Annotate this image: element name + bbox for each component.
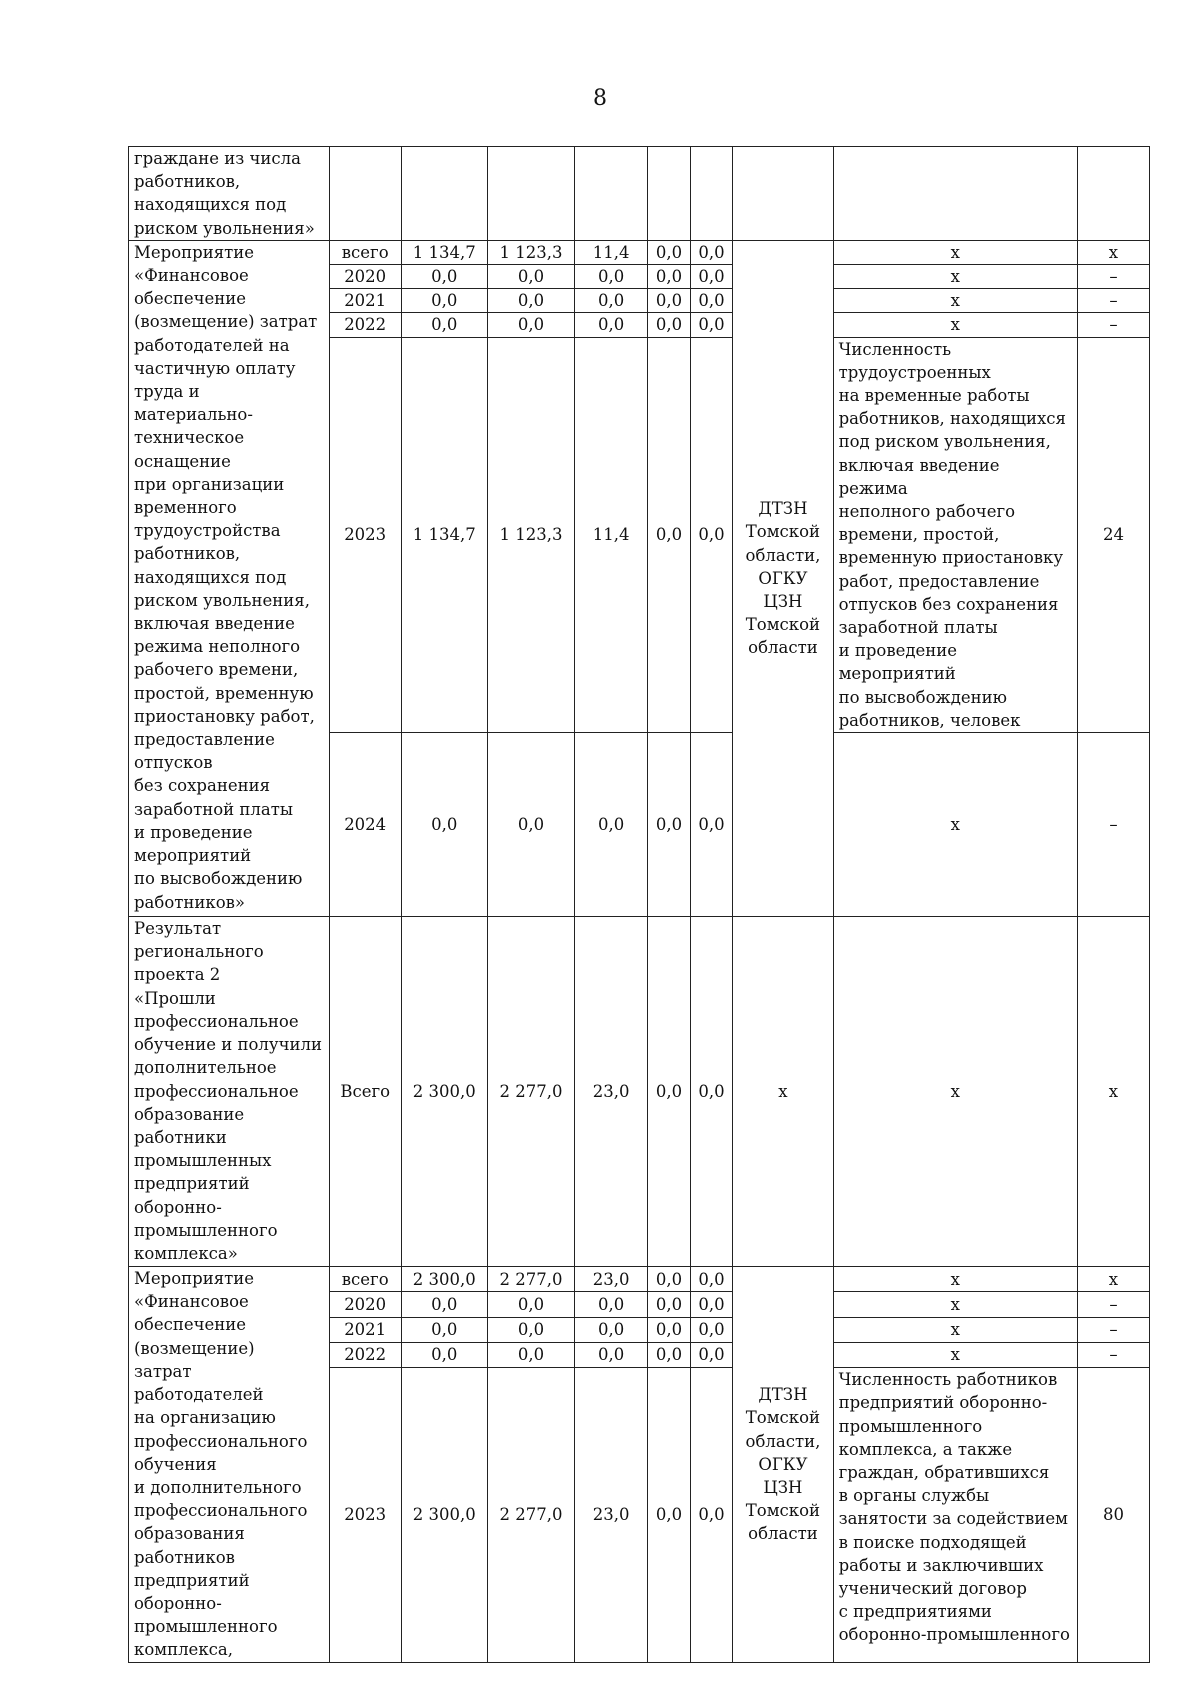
extra-cell: 0,0 xyxy=(690,1292,733,1317)
cell-empty xyxy=(833,147,1077,241)
value-cell: x xyxy=(1077,917,1149,1267)
cell-empty xyxy=(487,147,574,241)
regional-cell: 23,0 xyxy=(575,1368,648,1662)
extra-cell: 0,0 xyxy=(690,289,733,313)
indicator-cell: x xyxy=(833,240,1077,264)
cell-empty xyxy=(690,147,733,241)
value-cell: x xyxy=(1077,240,1149,264)
regional-cell: 23,0 xyxy=(575,1267,648,1292)
year-cell: 2020 xyxy=(329,265,401,289)
row-name-continuation: граждане из числа работников, находящихся под риском увольнения» xyxy=(129,147,330,241)
extra-cell: 0,0 xyxy=(690,240,733,264)
table-row-continuation xyxy=(129,147,1150,241)
indicator-cell: x xyxy=(833,733,1077,917)
year-cell: Всего xyxy=(329,917,401,1267)
value-cell: x xyxy=(1077,1267,1149,1292)
total-cell: 0,0 xyxy=(401,1342,487,1367)
indicator-cell: x xyxy=(833,1342,1077,1367)
federal-cell: 2 277,0 xyxy=(487,1368,574,1662)
value-cell: 24 xyxy=(1077,337,1149,732)
federal-cell: 2 277,0 xyxy=(487,1267,574,1292)
federal-cell: 0,0 xyxy=(487,1317,574,1342)
value-cell: 80 xyxy=(1077,1368,1149,1662)
page-number: 8 xyxy=(593,86,607,111)
indicator-description: Численность работников предприятий оборонно- промышленного комплекса, а также граждан, обратившихся в органы службы занятости за содействием в поиске подходящей работы и заключивших ученический договор с предприятиями оборонно-промышленного xyxy=(833,1368,1077,1662)
value-cell: – xyxy=(1077,1317,1149,1342)
value-cell: – xyxy=(1077,733,1149,917)
year-cell: всего xyxy=(329,240,401,264)
total-cell: 1 134,7 xyxy=(401,240,487,264)
cell-empty xyxy=(1077,147,1149,241)
value-cell: – xyxy=(1077,289,1149,313)
regional-cell: 0,0 xyxy=(575,1317,648,1342)
extra-cell: 0,0 xyxy=(690,917,733,1267)
indicator-cell: x xyxy=(833,265,1077,289)
federal-cell: 0,0 xyxy=(487,1342,574,1367)
total-cell: 0,0 xyxy=(401,733,487,917)
local-cell: 0,0 xyxy=(648,313,691,337)
regional-cell: 11,4 xyxy=(575,240,648,264)
local-cell: 0,0 xyxy=(648,337,691,732)
indicator-cell: x xyxy=(833,1292,1077,1317)
indicator-cell: x xyxy=(833,1317,1077,1342)
federal-cell: 1 123,3 xyxy=(487,240,574,264)
regional-cell: 11,4 xyxy=(575,337,648,732)
extra-cell: 0,0 xyxy=(690,733,733,917)
local-cell: 0,0 xyxy=(648,240,691,264)
table-row-m2-total xyxy=(129,1267,1150,1292)
regional-cell: 0,0 xyxy=(575,265,648,289)
indicator-cell: x xyxy=(833,313,1077,337)
value-cell: – xyxy=(1077,313,1149,337)
year-cell: 2022 xyxy=(329,313,401,337)
extra-cell: 0,0 xyxy=(690,265,733,289)
local-cell: 0,0 xyxy=(648,265,691,289)
federal-cell: 0,0 xyxy=(487,313,574,337)
local-cell: 0,0 xyxy=(648,1292,691,1317)
year-cell: 2021 xyxy=(329,289,401,313)
year-cell: 2021 xyxy=(329,1317,401,1342)
extra-cell: 0,0 xyxy=(690,1368,733,1662)
federal-cell: 1 123,3 xyxy=(487,337,574,732)
table-row-result-2 xyxy=(129,917,1150,1267)
extra-cell: 0,0 xyxy=(690,337,733,732)
value-cell: – xyxy=(1077,1342,1149,1367)
cell-empty xyxy=(329,147,401,241)
indicator-cell: x xyxy=(833,289,1077,313)
local-cell: 0,0 xyxy=(648,1342,691,1367)
cell-empty xyxy=(733,147,833,241)
indicator-description: Численность трудоустроенных на временные работы работников, находящихся под риском увольнения, включая введение режима неполного рабочего времени, простой, временную приостановку работ, предоставление отпусков без сохранения заработной платы и проведение мероприятий по высвобождению работников, человек xyxy=(833,337,1077,732)
regional-cell: 0,0 xyxy=(575,733,648,917)
extra-cell: 0,0 xyxy=(690,1267,733,1292)
total-cell: 2 300,0 xyxy=(401,917,487,1267)
local-cell: 0,0 xyxy=(648,733,691,917)
result-2-name: Результат регионального проекта 2 «Прошли профессиональное обучение и получили дополнительное профессиональное образование работники промышленных предприятий оборонно- промышленного комплекса» xyxy=(129,917,330,1267)
year-cell: 2023 xyxy=(329,337,401,732)
local-cell: 0,0 xyxy=(648,1368,691,1662)
total-cell: 2 300,0 xyxy=(401,1368,487,1662)
value-cell: – xyxy=(1077,1292,1149,1317)
local-cell: 0,0 xyxy=(648,1267,691,1292)
extra-cell: 0,0 xyxy=(690,1317,733,1342)
regional-cell: 0,0 xyxy=(575,1342,648,1367)
year-cell: 2024 xyxy=(329,733,401,917)
indicator-cell: x xyxy=(833,1267,1077,1292)
year-cell: всего xyxy=(329,1267,401,1292)
regional-cell: 0,0 xyxy=(575,289,648,313)
budget-table xyxy=(128,146,1150,1663)
measure-1-responsible: ДТЗН Томской области, ОГКУ ЦЗН Томской области xyxy=(733,240,833,916)
local-cell: 0,0 xyxy=(648,1317,691,1342)
total-cell: 1 134,7 xyxy=(401,337,487,732)
measure-1-name: Мероприятие «Финансовое обеспечение (возмещение) затрат работодателей на частичную оплату труда и материально- техническое оснащение при организации временного трудоустройства работников, находящихся под риском увольнения, включая введение режима неполного рабочего времени, простой, временную приостановку работ, предоставление отпусков без сохранения заработной платы и проведение мероприятий по высвобождению работников» xyxy=(129,240,330,916)
year-cell: 2023 xyxy=(329,1368,401,1662)
cell-empty xyxy=(575,147,648,241)
total-cell: 0,0 xyxy=(401,313,487,337)
federal-cell: 0,0 xyxy=(487,1292,574,1317)
indicator-cell: x xyxy=(833,917,1077,1267)
responsible-cell: x xyxy=(733,917,833,1267)
year-cell: 2022 xyxy=(329,1342,401,1367)
cell-empty xyxy=(401,147,487,241)
regional-cell: 0,0 xyxy=(575,313,648,337)
measure-2-name: Мероприятие «Финансовое обеспечение (возмещение) затрат работодателей на организацию профессионального обучения и дополнительного профессионального образования работников предприятий оборонно- промышленного комплекса, xyxy=(129,1267,330,1662)
cell-empty xyxy=(648,147,691,241)
total-cell: 2 300,0 xyxy=(401,1267,487,1292)
federal-cell: 0,0 xyxy=(487,289,574,313)
regional-cell: 0,0 xyxy=(575,1292,648,1317)
federal-cell: 0,0 xyxy=(487,733,574,917)
local-cell: 0,0 xyxy=(648,289,691,313)
extra-cell: 0,0 xyxy=(690,1342,733,1367)
table-row-m1-total xyxy=(129,240,1150,264)
federal-cell: 2 277,0 xyxy=(487,917,574,1267)
extra-cell: 0,0 xyxy=(690,313,733,337)
total-cell: 0,0 xyxy=(401,289,487,313)
value-cell: – xyxy=(1077,265,1149,289)
total-cell: 0,0 xyxy=(401,265,487,289)
year-cell: 2020 xyxy=(329,1292,401,1317)
total-cell: 0,0 xyxy=(401,1317,487,1342)
total-cell: 0,0 xyxy=(401,1292,487,1317)
federal-cell: 0,0 xyxy=(487,265,574,289)
local-cell: 0,0 xyxy=(648,917,691,1267)
measure-2-responsible: ДТЗН Томской области, ОГКУ ЦЗН Томской области xyxy=(733,1267,833,1662)
regional-cell: 23,0 xyxy=(575,917,648,1267)
